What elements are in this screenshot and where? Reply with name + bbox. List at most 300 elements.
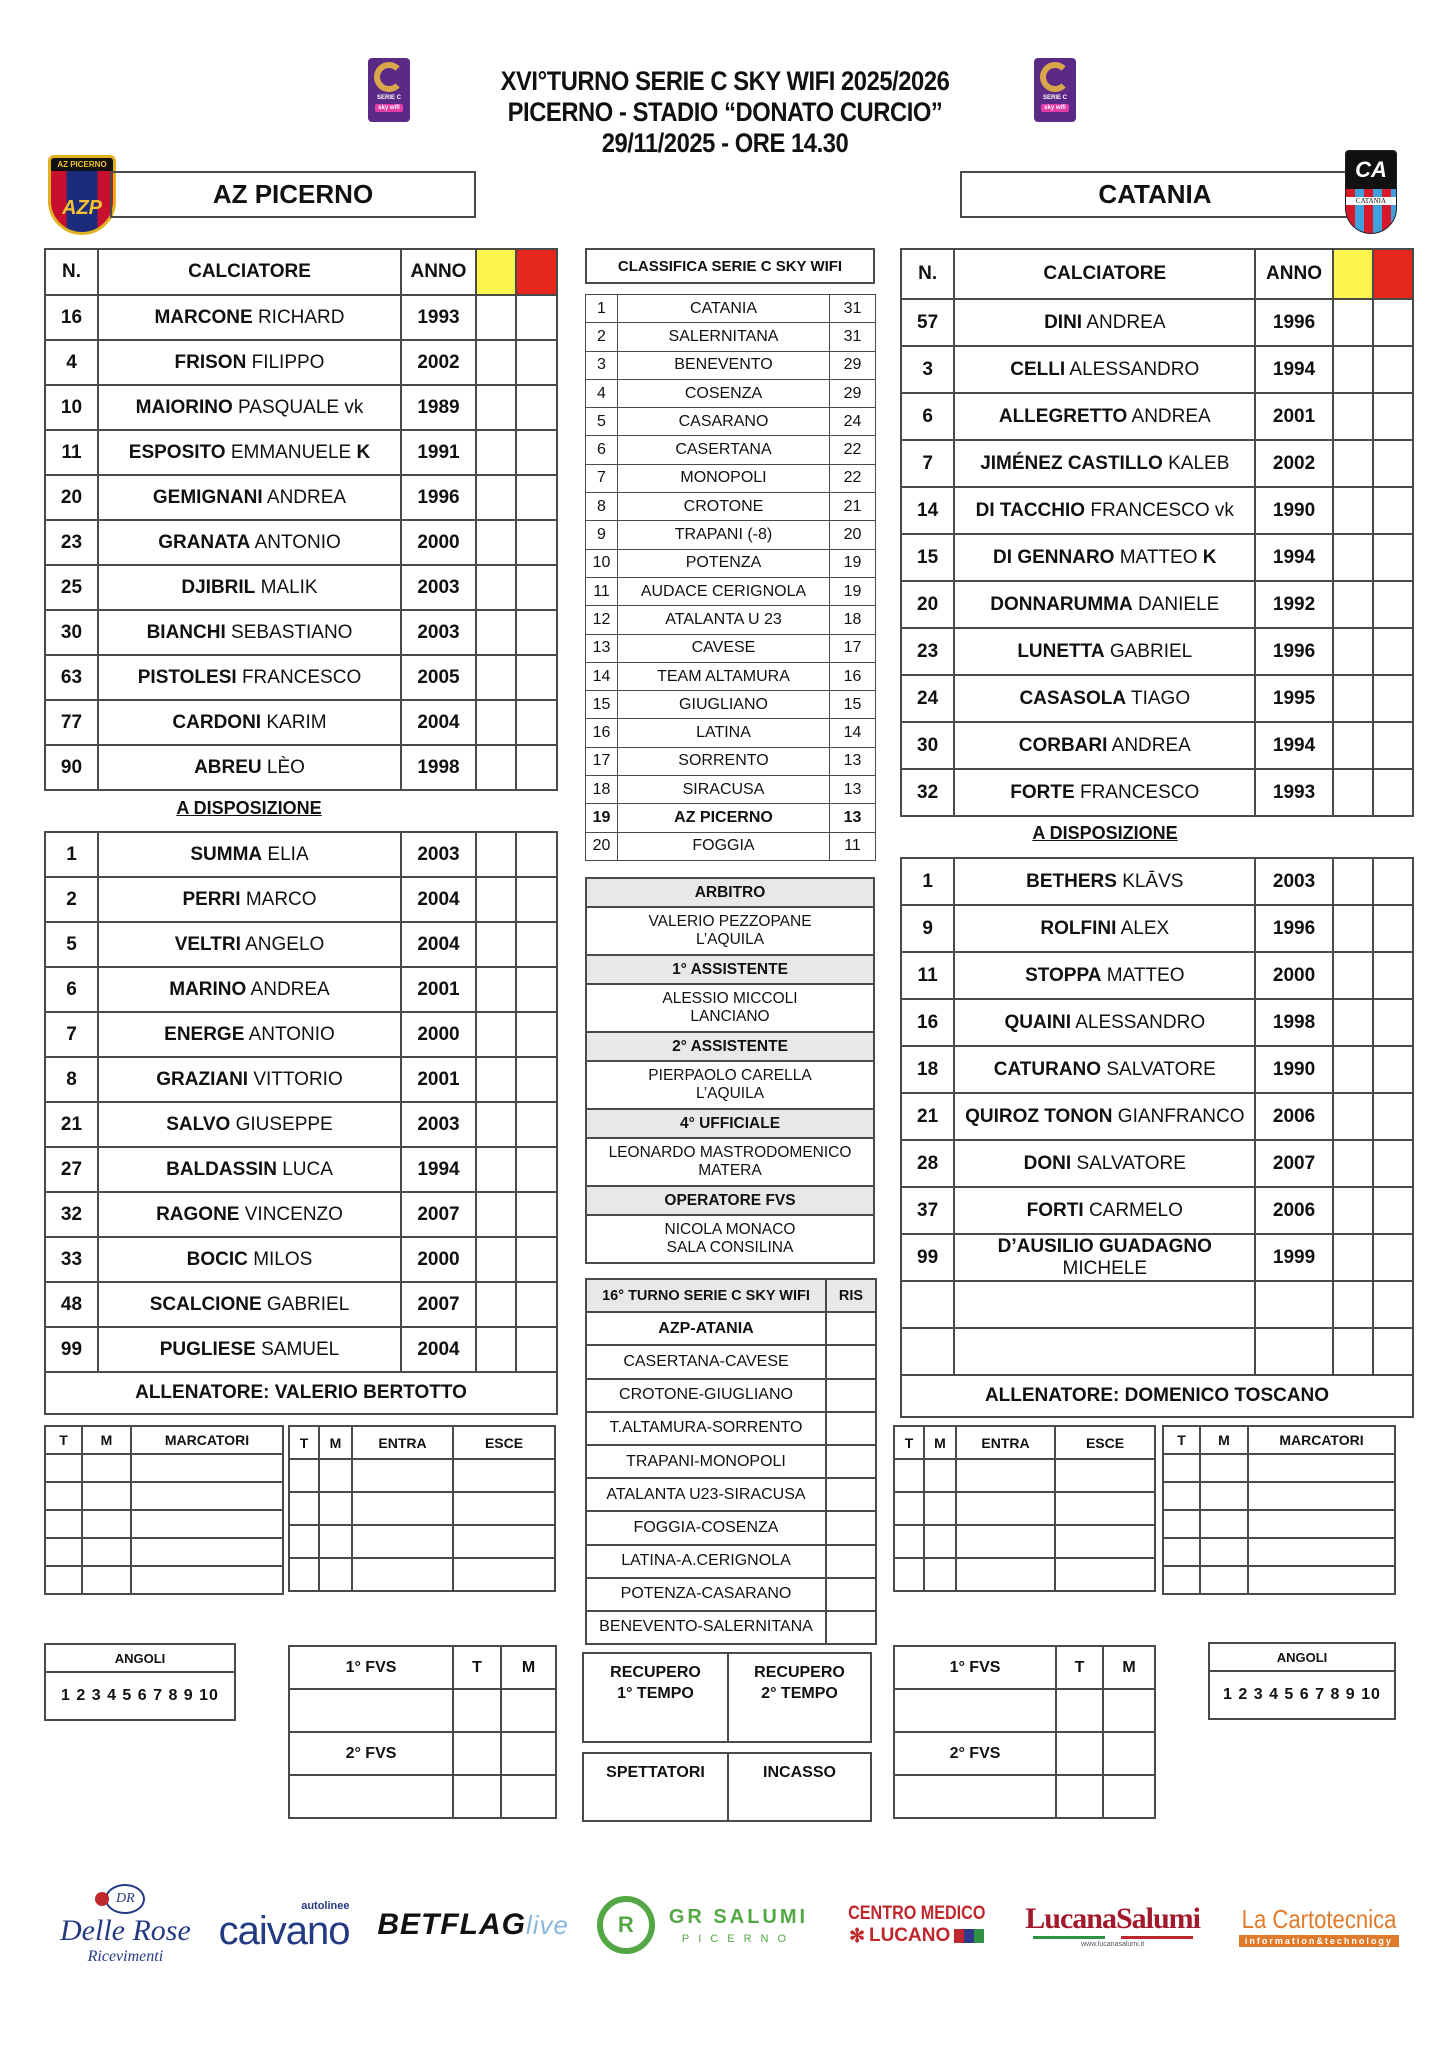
player-year: 1996: [1255, 628, 1332, 675]
entry-cell[interactable]: [1163, 1454, 1200, 1482]
standings-team: TRAPANI (-8): [618, 521, 830, 549]
entry-cell[interactable]: [1248, 1482, 1395, 1510]
entry-cell[interactable]: [289, 1525, 319, 1558]
yellow-card-cell[interactable]: [1333, 534, 1373, 581]
entry-cell[interactable]: [82, 1454, 131, 1482]
entry-cell[interactable]: [956, 1558, 1055, 1591]
yellow-card-cell[interactable]: [476, 745, 516, 790]
entry-cell[interactable]: [1055, 1558, 1155, 1591]
player-number: [901, 1281, 954, 1328]
player-firstname: ANGELO: [245, 933, 325, 955]
red-card-cell[interactable]: [516, 877, 557, 922]
player-year: 2005: [401, 655, 476, 700]
player-number: 27: [45, 1147, 98, 1192]
player-number: 90: [45, 745, 98, 790]
entry-cell[interactable]: [352, 1558, 453, 1591]
red-card-cell[interactable]: [516, 655, 557, 700]
player-year: 1999: [1255, 1234, 1332, 1281]
standings-position: 12: [586, 606, 618, 634]
col-m: M: [82, 1426, 131, 1454]
player-surname: FORTI: [1026, 1199, 1084, 1221]
player-row: [45, 610, 557, 655]
fvs2-t2[interactable]: [1056, 1775, 1103, 1818]
player-surname: MARCONE: [154, 306, 253, 328]
yellow-card-cell[interactable]: [476, 1102, 516, 1147]
entry-cell[interactable]: [1200, 1454, 1248, 1482]
fvs2-t[interactable]: [1056, 1732, 1103, 1775]
yellow-card-cell[interactable]: [1333, 581, 1373, 628]
red-card-cell[interactable]: [1373, 440, 1413, 487]
red-card-cell[interactable]: [516, 520, 557, 565]
player-row: [901, 858, 1413, 905]
standings-position: 19: [586, 804, 618, 832]
col-num: N.: [45, 249, 98, 295]
recovery-second-half[interactable]: RECUPERO 2° TEMPO: [728, 1653, 871, 1742]
player-number: 23: [45, 520, 98, 565]
fvs2-entry[interactable]: [289, 1775, 453, 1818]
yellow-card-cell[interactable]: [476, 430, 516, 475]
red-card-cell[interactable]: [516, 700, 557, 745]
fixture-result[interactable]: [826, 1379, 876, 1412]
red-card-cell[interactable]: [1373, 299, 1413, 346]
entry-cell[interactable]: [1055, 1525, 1155, 1558]
player-row: [901, 769, 1413, 816]
fixture-result[interactable]: [826, 1312, 876, 1345]
standings-position: 20: [586, 832, 618, 860]
red-card-cell[interactable]: [516, 967, 557, 1012]
yellow-card-cell[interactable]: [476, 832, 516, 877]
player-year: 2002: [401, 340, 476, 385]
yellow-card-cell[interactable]: [476, 1147, 516, 1192]
yellow-card-cell[interactable]: [476, 610, 516, 655]
player-number: 3: [901, 346, 954, 393]
yellow-card-cell[interactable]: [1333, 299, 1373, 346]
standings-team: SORRENTO: [618, 747, 830, 775]
fixture-result[interactable]: [826, 1578, 876, 1611]
fvs2-label: 2° FVS: [894, 1732, 1056, 1775]
red-card-cell[interactable]: [1373, 534, 1413, 581]
standings-position: 2: [586, 323, 618, 351]
player-row: [45, 832, 557, 877]
fvs2-t2[interactable]: [453, 1775, 501, 1818]
red-card-cell[interactable]: [516, 430, 557, 475]
player-firstname: SAMUEL: [261, 1338, 340, 1360]
yellow-card-cell[interactable]: [476, 1282, 516, 1327]
fixture-result[interactable]: [826, 1545, 876, 1578]
red-card-cell[interactable]: [516, 832, 557, 877]
red-card-cell[interactable]: [516, 1012, 557, 1057]
standings-row: [586, 436, 876, 464]
player-surname: QUAINI: [1004, 1011, 1071, 1033]
red-card-cell[interactable]: [516, 1282, 557, 1327]
entry-cell[interactable]: [131, 1510, 283, 1538]
player-name: [98, 610, 401, 655]
fixture-result[interactable]: [826, 1412, 876, 1445]
yellow-card-cell[interactable]: [1333, 1140, 1373, 1187]
entry-cell[interactable]: [82, 1566, 131, 1594]
entry-cell[interactable]: [1163, 1538, 1200, 1566]
fixture-match: LATINA-A.CERIGNOLA: [586, 1545, 826, 1578]
corner-counter[interactable]: 1 2 3 4 5 6 7 8 9 10: [1209, 1671, 1395, 1719]
red-card-cell[interactable]: [516, 610, 557, 655]
fvs1-t[interactable]: [1056, 1689, 1103, 1732]
player-surname: DONI: [1023, 1152, 1072, 1174]
standings-row: [586, 832, 876, 860]
player-number: 10: [45, 385, 98, 430]
player-surname: VELTRI: [174, 933, 241, 955]
red-card-cell[interactable]: [516, 565, 557, 610]
red-card-cell[interactable]: [1373, 1140, 1413, 1187]
entry-cell[interactable]: [45, 1566, 82, 1594]
player-year: 1996: [1255, 299, 1332, 346]
yellow-card-cell[interactable]: [1333, 393, 1373, 440]
fixtures-table: [585, 1278, 877, 1645]
player-name: [98, 1282, 401, 1327]
red-card-cell[interactable]: [1373, 1046, 1413, 1093]
player-name: [954, 534, 1255, 581]
player-year: 1990: [1255, 487, 1332, 534]
entry-cell[interactable]: [45, 1454, 82, 1482]
entry-cell[interactable]: [82, 1538, 131, 1566]
player-firstname: EMMANUELE: [230, 441, 352, 463]
entry-cell[interactable]: [956, 1525, 1055, 1558]
yellow-card-cell[interactable]: [476, 1237, 516, 1282]
entry-cell[interactable]: [1163, 1510, 1200, 1538]
yellow-card-cell[interactable]: [1333, 1046, 1373, 1093]
entry-cell[interactable]: [1248, 1538, 1395, 1566]
fixture-result[interactable]: [826, 1511, 876, 1544]
player-number: 6: [901, 393, 954, 440]
player-year: 2006: [1255, 1093, 1332, 1140]
red-card-cell[interactable]: [516, 295, 557, 340]
entry-cell[interactable]: [894, 1525, 924, 1558]
player-name: [98, 295, 401, 340]
entry-cell[interactable]: [352, 1459, 453, 1492]
entry-cell[interactable]: [453, 1492, 555, 1525]
yellow-card-cell[interactable]: [1333, 905, 1373, 952]
player-surname: DJIBRIL: [181, 576, 256, 598]
player-surname: DINI: [1044, 311, 1083, 333]
entry-cell[interactable]: [453, 1558, 555, 1591]
entry-cell[interactable]: [289, 1459, 319, 1492]
spectators-field[interactable]: SPETTATORI: [583, 1753, 728, 1821]
player-name: [98, 340, 401, 385]
venue-title: PICERNO - STADIO “DONATO CURCIO”: [507, 97, 943, 127]
yellow-card-cell[interactable]: [1333, 952, 1373, 999]
player-row: [45, 1012, 557, 1057]
player-name: [98, 1057, 401, 1102]
red-card-cell[interactable]: [516, 475, 557, 520]
yellow-card-cell[interactable]: [1333, 487, 1373, 534]
player-number: 63: [45, 655, 98, 700]
standings-row: [586, 606, 876, 634]
player-number: 11: [45, 430, 98, 475]
entry-cell[interactable]: [894, 1459, 924, 1492]
away-fvs-table: [893, 1645, 1156, 1819]
player-row: [901, 1281, 1413, 1328]
entry-cell[interactable]: [924, 1492, 956, 1525]
player-year: 2003: [401, 832, 476, 877]
player-year: 2004: [401, 700, 476, 745]
yellow-card-cell[interactable]: [1333, 628, 1373, 675]
red-card-cell[interactable]: [1373, 952, 1413, 999]
entry-cell[interactable]: [352, 1525, 453, 1558]
entry-cell[interactable]: [131, 1482, 283, 1510]
player-number: 28: [901, 1140, 954, 1187]
fvs1-t[interactable]: [453, 1689, 501, 1732]
entry-cell[interactable]: [924, 1525, 956, 1558]
entry-cell[interactable]: [289, 1492, 319, 1525]
standings-team: MONOPOLI: [618, 464, 830, 492]
standings-points: 29: [830, 351, 876, 379]
red-card-cell[interactable]: [516, 1147, 557, 1192]
player-surname: ALLEGRETTO: [998, 405, 1128, 427]
entry-cell[interactable]: [1248, 1454, 1395, 1482]
yellow-card-cell[interactable]: [1333, 440, 1373, 487]
yellow-card-cell[interactable]: [1333, 346, 1373, 393]
corner-counter[interactable]: 1 2 3 4 5 6 7 8 9 10: [45, 1672, 235, 1720]
standings-row: [586, 295, 876, 323]
player-row: [45, 1282, 557, 1327]
red-card-cell[interactable]: [1373, 487, 1413, 534]
red-card-cell[interactable]: [516, 1102, 557, 1147]
gr-logo-icon: R: [597, 1896, 655, 1954]
table-header: [901, 249, 1413, 299]
yellow-card-cell[interactable]: [476, 565, 516, 610]
entry-cell[interactable]: [1200, 1566, 1248, 1594]
entry-cell[interactable]: [894, 1558, 924, 1591]
entry-cell[interactable]: [924, 1558, 956, 1591]
yellow-card-cell[interactable]: [476, 385, 516, 430]
fixture-match: ATALANTA U23-SIRACUSA: [586, 1478, 826, 1511]
fvs2-m[interactable]: [501, 1732, 556, 1775]
entry-cell[interactable]: [1055, 1459, 1155, 1492]
red-card-cell[interactable]: [516, 385, 557, 430]
entry-cell[interactable]: [453, 1525, 555, 1558]
entry-cell[interactable]: [45, 1510, 82, 1538]
home-corners-table: [44, 1643, 236, 1721]
entry-cell[interactable]: [1248, 1510, 1395, 1538]
yellow-card-cell[interactable]: [476, 1192, 516, 1237]
date-time: 29/11/2025 - ORE 14.30: [601, 128, 849, 158]
fvs1-entry[interactable]: [894, 1689, 1056, 1732]
red-card-cell[interactable]: [1373, 628, 1413, 675]
entry-cell[interactable]: [289, 1558, 319, 1591]
entry-cell[interactable]: [1200, 1510, 1248, 1538]
red-card-cell[interactable]: [1373, 722, 1413, 769]
entry-cell[interactable]: [894, 1492, 924, 1525]
player-year: [1255, 1328, 1332, 1375]
entry-cell[interactable]: [45, 1538, 82, 1566]
entry-cell[interactable]: [1248, 1566, 1395, 1594]
standings-position: 16: [586, 719, 618, 747]
red-card-cell[interactable]: [1373, 858, 1413, 905]
yellow-card-cell[interactable]: [1333, 1187, 1373, 1234]
entry-cell[interactable]: [319, 1492, 352, 1525]
red-card-cell[interactable]: [516, 1192, 557, 1237]
entry-cell[interactable]: [453, 1459, 555, 1492]
standings-points: 22: [830, 464, 876, 492]
yellow-card-cell[interactable]: [476, 295, 516, 340]
player-name: [954, 1234, 1255, 1281]
player-firstname: SEBASTIANO: [231, 621, 353, 643]
player-number: 37: [901, 1187, 954, 1234]
yellow-card-cell[interactable]: [476, 877, 516, 922]
official-role: OPERATORE FVS: [586, 1186, 874, 1215]
entry-cell[interactable]: [956, 1459, 1055, 1492]
red-card-cell[interactable]: [1373, 769, 1413, 816]
yellow-card-cell[interactable]: [1333, 1093, 1373, 1140]
yellow-card-cell[interactable]: [1333, 858, 1373, 905]
player-number: 25: [45, 565, 98, 610]
col-year: ANNO: [401, 249, 476, 295]
entry-cell[interactable]: [1163, 1482, 1200, 1510]
red-card-cell[interactable]: [1373, 1281, 1413, 1328]
standings-title: CLASSIFICA SERIE C SKY WIFI: [585, 248, 875, 284]
player-year: 1989: [401, 385, 476, 430]
yellow-card-cell[interactable]: [476, 922, 516, 967]
entry-cell[interactable]: [45, 1482, 82, 1510]
away-bench-title: A DISPOSIZIONE: [1032, 823, 1178, 843]
standings-position: 10: [586, 549, 618, 577]
standings-position: 3: [586, 351, 618, 379]
yellow-card-cell[interactable]: [476, 1012, 516, 1057]
entry-cell[interactable]: [924, 1459, 956, 1492]
player-name: [954, 952, 1255, 999]
fixture-match: FOGGIA-COSENZA: [586, 1511, 826, 1544]
player-number: 21: [901, 1093, 954, 1140]
yellow-card-cell[interactable]: [1333, 1281, 1373, 1328]
fvs2-m2[interactable]: [501, 1775, 556, 1818]
entry-cell[interactable]: [319, 1459, 352, 1492]
player-surname: BIANCHI: [146, 621, 226, 643]
fixture-result[interactable]: [826, 1345, 876, 1378]
red-card-cell[interactable]: [1373, 675, 1413, 722]
sponsors-bar: [60, 1870, 1410, 1980]
entry-cell[interactable]: [131, 1454, 283, 1482]
red-card-cell[interactable]: [516, 745, 557, 790]
entry-row: [45, 1454, 283, 1482]
fvs1-m[interactable]: [501, 1689, 556, 1732]
entry-cell[interactable]: [131, 1538, 283, 1566]
red-card-cell[interactable]: [516, 1057, 557, 1102]
fixture-result[interactable]: [826, 1478, 876, 1511]
red-card-cell[interactable]: [1373, 999, 1413, 1046]
yellow-card-cell[interactable]: [476, 340, 516, 385]
fvs2-entry[interactable]: [894, 1775, 1056, 1818]
yellow-card-cell[interactable]: [1333, 722, 1373, 769]
red-card-cell[interactable]: [1373, 393, 1413, 440]
entry-cell[interactable]: [1200, 1538, 1248, 1566]
red-card-cell[interactable]: [516, 1237, 557, 1282]
yellow-card-cell[interactable]: [476, 475, 516, 520]
entry-cell[interactable]: [131, 1566, 283, 1594]
official-info: [586, 907, 874, 955]
red-card-cell[interactable]: [1373, 346, 1413, 393]
entry-cell[interactable]: [956, 1492, 1055, 1525]
entry-cell[interactable]: [1055, 1492, 1155, 1525]
red-card-cell[interactable]: [516, 922, 557, 967]
player-surname: ROLFINI: [1040, 917, 1117, 939]
yellow-card-cell[interactable]: [476, 967, 516, 1012]
player-row: [45, 385, 557, 430]
col-scorers: MARCATORI: [1248, 1426, 1395, 1454]
yellow-card-cell[interactable]: [1333, 999, 1373, 1046]
red-card-cell[interactable]: [516, 1327, 557, 1372]
standings-team: CROTONE: [618, 493, 830, 521]
yellow-card-cell[interactable]: [1333, 769, 1373, 816]
player-surname: STOPPA: [1025, 964, 1102, 986]
fixture-match: AZP-ATANIA: [586, 1312, 826, 1345]
standings-points: 22: [830, 436, 876, 464]
entry-cell[interactable]: [82, 1510, 131, 1538]
standings-row: [586, 323, 876, 351]
player-name: [98, 967, 401, 1012]
player-firstname: MATTEO: [1106, 964, 1185, 986]
entry-cell[interactable]: [82, 1482, 131, 1510]
red-card-cell[interactable]: [1373, 1093, 1413, 1140]
entry-row: [894, 1459, 1155, 1492]
player-name: [954, 346, 1255, 393]
yellow-card-cell[interactable]: [476, 700, 516, 745]
yellow-card-cell[interactable]: [476, 1327, 516, 1372]
red-card-cell[interactable]: [1373, 905, 1413, 952]
player-firstname: PASQUALE vk: [238, 396, 364, 418]
red-card-cell[interactable]: [1373, 1187, 1413, 1234]
fvs1-entry[interactable]: [289, 1689, 453, 1732]
entry-row: [289, 1492, 555, 1525]
red-card-cell[interactable]: [1373, 1328, 1413, 1375]
recovery-first-half[interactable]: RECUPERO 1° TEMPO: [583, 1653, 728, 1742]
player-name: [954, 722, 1255, 769]
player-surname: ENERGE: [164, 1023, 245, 1045]
entry-cell[interactable]: [1163, 1566, 1200, 1594]
yellow-card-cell[interactable]: [476, 520, 516, 565]
player-firstname: VINCENZO: [244, 1203, 343, 1225]
standings-position: 1: [586, 295, 618, 323]
result-col-header: RIS: [826, 1279, 876, 1312]
entry-cell[interactable]: [319, 1525, 352, 1558]
player-surname: CATURANO: [993, 1058, 1102, 1080]
yellow-card-cell[interactable]: [1333, 675, 1373, 722]
takings-field[interactable]: INCASSO: [728, 1753, 871, 1821]
entry-cell[interactable]: [319, 1558, 352, 1591]
player-row: [901, 534, 1413, 581]
fvs1-m[interactable]: [1103, 1689, 1155, 1732]
red-card-cell[interactable]: [1373, 1234, 1413, 1281]
yellow-card-cell[interactable]: [1333, 1328, 1373, 1375]
fvs2-m2[interactable]: [1103, 1775, 1155, 1818]
official-name: VALERIO PEZZOPANE: [648, 913, 812, 930]
red-card-cell[interactable]: [516, 340, 557, 385]
yellow-card-cell[interactable]: [476, 655, 516, 700]
entry-cell[interactable]: [1200, 1482, 1248, 1510]
entry-cell[interactable]: [352, 1492, 453, 1525]
player-firstname: ANDREA: [266, 486, 347, 508]
yellow-card-cell[interactable]: [476, 1057, 516, 1102]
player-year: 1991: [401, 430, 476, 475]
red-card-cell[interactable]: [1373, 581, 1413, 628]
standings-row: [586, 549, 876, 577]
fvs2-m[interactable]: [1103, 1732, 1155, 1775]
standings-points: 14: [830, 719, 876, 747]
player-firstname: GIANFRANCO: [1117, 1105, 1245, 1127]
yellow-card-cell[interactable]: [1333, 1234, 1373, 1281]
fvs2-t[interactable]: [453, 1732, 501, 1775]
fixture-result[interactable]: [826, 1611, 876, 1644]
fixture-result[interactable]: [826, 1445, 876, 1478]
entry-row: [1163, 1538, 1395, 1566]
